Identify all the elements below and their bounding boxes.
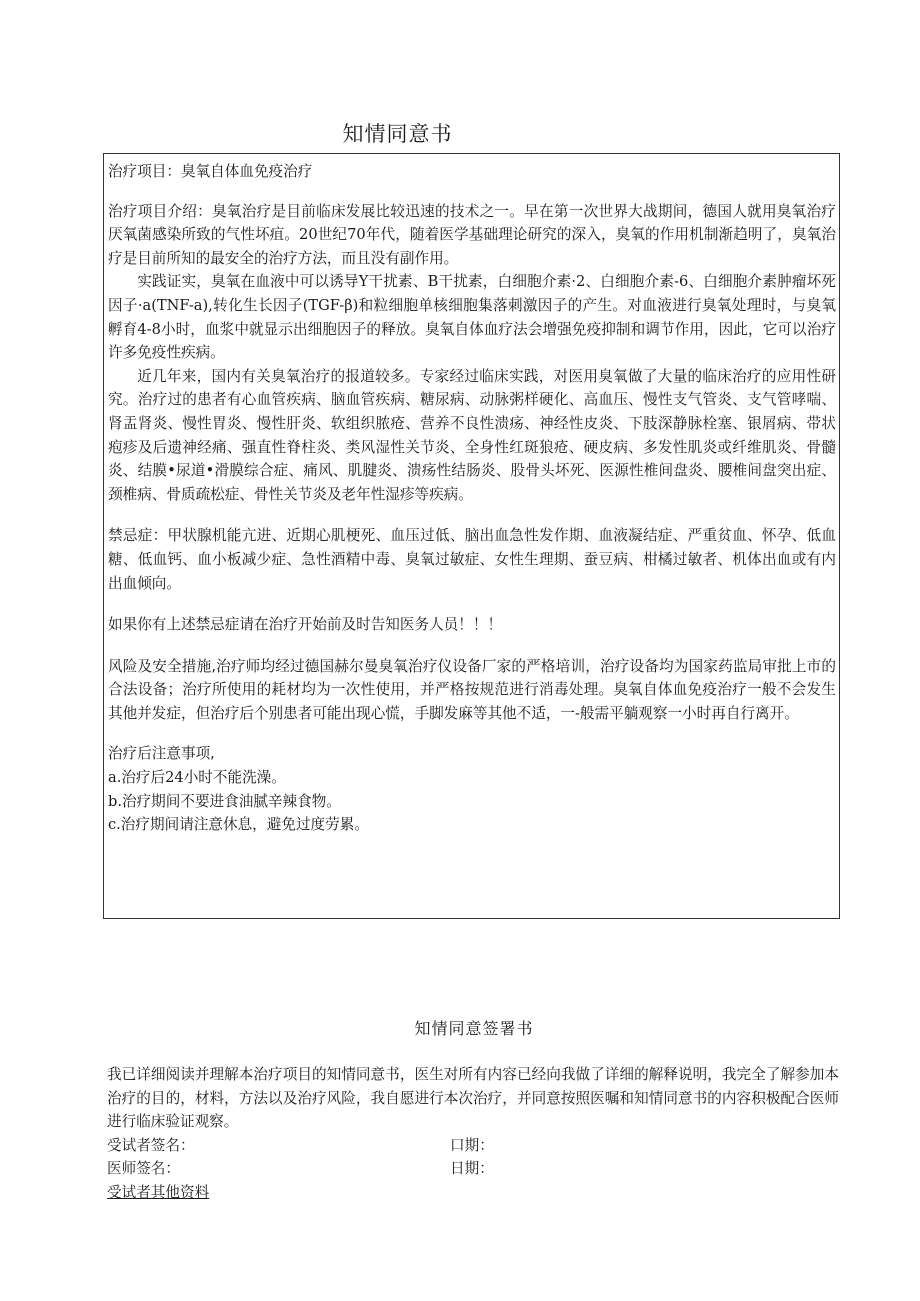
intro-paragraph — [108, 200, 836, 271]
project-line — [108, 160, 836, 184]
doctor-signature-field[interactable]: 医师签名： — [107, 1160, 180, 1178]
other-info-label[interactable]: 受试者其他资料 — [107, 1183, 210, 1201]
contraindications-text: 甲状腺机能亢进、近期心肌梗死、血压过低、脑出血急性发作期、血液凝结症、严重贫血、怀孕、低血糖、低血钙、血小板减少症、急性酒精中毒、臭氧过敏症、女性生理期、蚕豆病、柑橘过敏者、机体出血或有内出血倾向。 — [108, 527, 836, 592]
other-info-link[interactable] — [107, 1181, 839, 1205]
contraindications-label: 禁忌症： — [108, 527, 168, 545]
signature-section — [107, 1063, 839, 1205]
doctor-signature-row — [107, 1157, 839, 1181]
project-value: 臭氧自体血免疫治疗 — [180, 163, 313, 180]
risk-text: 治疗师均经过德国赫尔曼臭氧治疗仪设备厂家的严格培训，治疗设备均为国家药监局审批上市的合法设备；治疗所使用的耗材均为一次性使用，并严格按规范进行消毒处理。臭氧自体血免疫治疗一般不会发生其他并发症，但治疗后个别患者可能出现心慌，手脚发麻等其他不适，一-般需平躺观察一小时再自行离开。 — [108, 657, 836, 722]
after-care-item: b.治疗期间不要进食油腻辛辣食物。 — [108, 792, 341, 810]
consent-form-box — [103, 153, 840, 919]
warning-line: 如果你有上述禁忌症请在治疗开始前及时告知医务人员！！！ — [108, 616, 503, 634]
intro-label: 治疗项目介绍： — [108, 202, 213, 220]
subject-signature-row — [107, 1134, 839, 1158]
risk-paragraph — [108, 655, 836, 726]
after-care-label: 治疗后注意事项, — [108, 745, 215, 763]
after-care-item: a.治疗后24小时不能洗澡。 — [108, 769, 286, 787]
after-care-item: c.治疗期间请注意休息，避免过度劳累。 — [108, 816, 369, 834]
intro-text: 臭氧治疗是目前临床发展比较迅速的技术之一。早在第一次世界大战期间，德国人就用臭氧治疗厌氧菌感染所致的气性坏疽。20世纪70年代，随着医学基础理论研究的深入，臭氧的作用机制渐趋明了，臭氧治疗是目前所知的最安全的治疗方法，而且没有副作用。 — [108, 202, 836, 267]
intro-paragraph-3: 近几年来，国内有关臭氧治疗的报道较多。专家经过临床实践，对医用臭氧做了大量的临床治疗的应用性研究。治疗过的患者有心血管疾病、脑血管疾病、糖尿病、动脉粥样硬化、高血压、慢性支气管炎、支气管哮喘、肾盂肾炎、慢性胃炎、慢性肝炎、软组织脓疮、营养不良性溃疡、神经性皮炎、下肢深静脉栓塞、银屑病、带状疱疹及后遗神经痛、强直性脊柱炎、类风湿性关节炎、全身性红斑狼疮、硬皮病、多发性肌炎或纤维肌炎、骨髓炎、结膜•尿道•滑膜综合症、痛风、肌腱炎、溃疡性结肠炎、股骨头坏死、医源性椎间盘炎、腰椎间盘突出症、颈椎病、骨质疏松症、骨性关节炎及老年性湿疹等疾病。 — [108, 367, 836, 503]
consent-title: 知情同意书 — [342, 122, 453, 146]
contraindications-paragraph — [108, 524, 836, 595]
intro-paragraph-2: 实践证实，臭氧在血液中可以诱导Y干扰素、B干扰素，白细胞介素·2、白细胞介素-6、白细胞介素肿瘤坏死因子·a(TNF-a),转化生长因子(TGF-β)和粒细胞单核细胞集落刺激因子的产生。对血液进行臭氧处理时，与臭氧孵育4-8小时，血浆中就显示出细胞因子的释放。臭氧自体血疗法会增强免疫抑制和调节作用，因此，它可以治疗许多免疫性疾病。 — [108, 273, 836, 362]
project-label: 治疗项目： — [108, 163, 181, 180]
subject-signature-field[interactable]: 受试者签名： — [107, 1136, 195, 1154]
declaration-text: 我已详细阅读并理解本治疗项目的知情同意书，医生对所有内容已经向我做了详细的解释说明，我完全了解参加本治疗的目的，材料，方法以及治疗风险，我自愿进行本次治疗，并同意按照医嘱和知情同意书的内容积极配合医师进行临床验证观察。 — [107, 1066, 839, 1131]
doctor-date-field[interactable]: 日期： — [450, 1160, 494, 1178]
subject-date-field[interactable]: 口期： — [450, 1136, 494, 1154]
risk-label: 风险及安全措施, — [108, 657, 216, 675]
signature-title: 知情同意签署书 — [414, 1019, 534, 1038]
